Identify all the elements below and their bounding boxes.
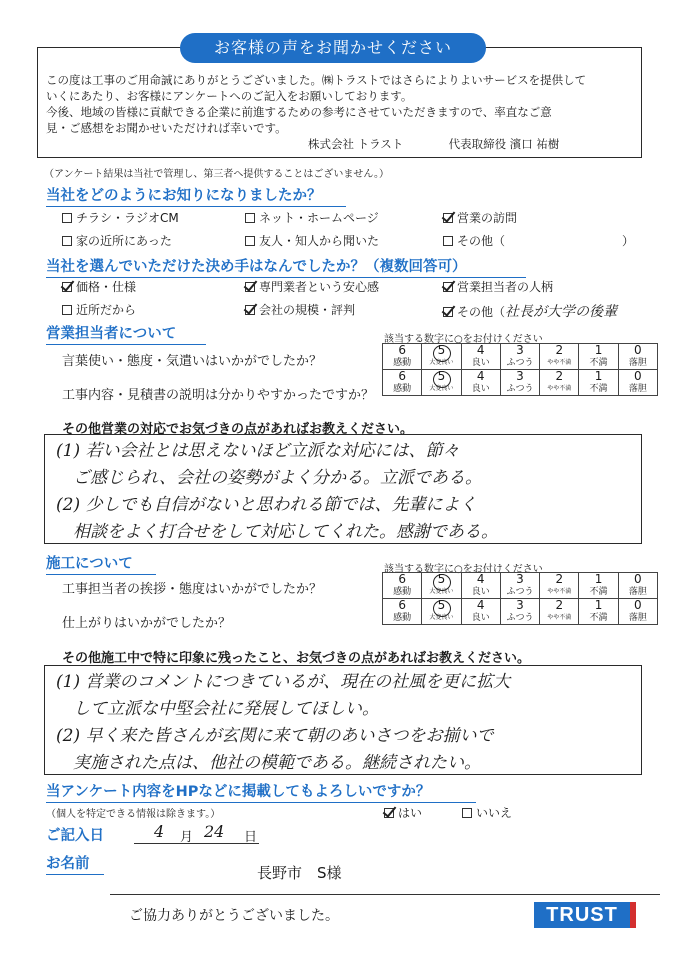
checkbox-checked[interactable]	[62, 282, 72, 292]
sales-q2: 工事内容・見積書の説明は分かりやすかったですか？	[62, 388, 375, 403]
rating-3[interactable]: 3 ふつう	[500, 370, 539, 396]
rating-6[interactable]: 6 感動	[383, 370, 422, 396]
q1-option-website[interactable]: ネット・ホームページ	[245, 209, 379, 226]
q2-option-specialist[interactable]: 専門業者という安心感	[245, 278, 379, 295]
publish-yes-option[interactable]: はい	[384, 804, 422, 821]
intro-text: この度は工事のご用命誠にありがとうございました。㈱トラストではさらによりよいサービスを提供して いくにあたり、お客様にアンケートへのご記入をお願いしております。 今後、地域の皆様に貢献できる企業に前進するための参考にさせていただきますので、率直なご意 見・ご感想をお聞かせいただければ幸いです。	[46, 73, 587, 135]
q1-question: 当社をどのようにお知りになりましたか？	[46, 184, 346, 207]
rating-2[interactable]: 2 やや不満	[540, 344, 579, 370]
checkbox-checked[interactable]	[245, 305, 255, 315]
checkbox[interactable]	[62, 236, 72, 246]
rating-5-circled[interactable]: 5 大変良い	[422, 599, 461, 625]
rating-1[interactable]: 1 不満	[579, 370, 618, 396]
rating-3[interactable]: 3 ふつう	[500, 599, 539, 625]
rating-5-circled[interactable]: 5 大変良い	[422, 573, 461, 599]
ceo-name: 代表取締役 濱口 祐樹	[448, 137, 560, 151]
name-label: お名前	[46, 852, 104, 875]
rating-2[interactable]: 2 やや不満	[540, 599, 579, 625]
rating-2[interactable]: 2 やや不満	[540, 370, 579, 396]
rating-6[interactable]: 6 感動	[383, 599, 422, 625]
rating-0[interactable]: 0 落胆	[618, 599, 657, 625]
date-label: ご記入日	[46, 828, 104, 844]
date-field[interactable]	[134, 824, 259, 844]
rating-3[interactable]: 3 ふつう	[500, 573, 539, 599]
date-month: 4	[154, 822, 165, 841]
rating-4[interactable]: 4 良い	[461, 370, 500, 396]
rating-4[interactable]: 4 良い	[461, 573, 500, 599]
q2-option-other[interactable]: その他（社長が大学の後輩	[443, 301, 617, 321]
construction-rating-caption: 該当する数字に○をお付けください	[384, 564, 543, 575]
q1-option-other[interactable]: その他（	[443, 232, 505, 249]
company-name: 株式会社 トラスト	[308, 137, 404, 151]
checkbox[interactable]	[443, 236, 453, 246]
rating-6[interactable]: 6 感動	[383, 344, 422, 370]
rating-4[interactable]: 4 良い	[461, 599, 500, 625]
checkbox-checked[interactable]	[245, 282, 255, 292]
construction-q1: 工事担当者の挨拶・態度はいかがでしたか？	[62, 582, 323, 597]
sales-rating-row-2[interactable]	[383, 370, 658, 396]
sales-other-question: その他営業の対応でお気づきの点があればお教えください。	[62, 422, 414, 437]
q1-option-friend[interactable]: 友人・知人から聞いた	[245, 232, 379, 249]
rating-0[interactable]: 0 落胆	[618, 370, 657, 396]
construction-rating-table	[382, 572, 658, 625]
checkbox-checked[interactable]	[443, 282, 453, 292]
construction-other-question: その他施工中で特に印象に残ったこと、お気づきの点があればお教えください。	[62, 651, 531, 666]
sales-heading: 営業担当者について	[46, 322, 206, 345]
construction-comment: (1) 営業のコメントにつきているが、現在の社風を更に拡大 して立派な中堅会社に発展してほしい。 (2) 早く来た皆さんが玄関に来て朝のあいさつをお揃いで 実施された点は、他社の模範である。継続されたい。	[56, 672, 511, 773]
rating-1[interactable]: 1 不満	[579, 573, 618, 599]
checkbox[interactable]	[245, 236, 255, 246]
publish-no-option[interactable]: いいえ	[462, 804, 512, 821]
sales-rating-table	[382, 343, 658, 396]
q2-question: 当社を選んでいただけた決め手はなんでしたか？（複数回答可）	[46, 255, 526, 278]
rating-5-circled[interactable]: 5 大変良い	[422, 344, 461, 370]
rating-2[interactable]: 2 やや不満	[540, 573, 579, 599]
rating-1[interactable]: 1 不満	[579, 599, 618, 625]
q2-option-salesperson[interactable]: 営業担当者の人柄	[443, 278, 553, 295]
rating-1[interactable]: 1 不満	[579, 344, 618, 370]
publish-question: 当アンケート内容をHPなどに掲載してもよろしいですか？	[46, 780, 476, 803]
month-unit: 月	[180, 830, 194, 845]
name-underline	[110, 894, 660, 895]
q1-option-flyer[interactable]: チラシ・ラジオCM	[62, 209, 179, 226]
rating-3[interactable]: 3 ふつう	[500, 344, 539, 370]
q1-option-sales-visit[interactable]: 営業の訪問	[443, 209, 517, 226]
day-unit: 日	[244, 830, 258, 845]
checkbox[interactable]	[462, 808, 472, 818]
checkbox[interactable]	[245, 213, 255, 223]
q2-option-reputation[interactable]: 会社の規模・評判	[245, 301, 355, 318]
rating-0[interactable]: 0 落胆	[618, 573, 657, 599]
construction-rating-row-2[interactable]	[383, 599, 658, 625]
thanks-message: ご協力ありがとうございました。	[129, 908, 339, 924]
checkbox-checked[interactable]	[443, 307, 453, 317]
customer-name: 長野市 S様	[257, 864, 342, 882]
q1-other-close: ）	[622, 234, 635, 248]
construction-heading: 施工について	[46, 552, 156, 575]
page-title: お客様の声をお聞かせください	[180, 33, 486, 63]
date-day: 24	[204, 822, 225, 841]
checkbox-checked[interactable]	[384, 808, 394, 818]
q2-option-price[interactable]: 価格・仕様	[62, 278, 136, 295]
sales-rating-caption: 該当する数字に○をお付けください	[384, 334, 543, 345]
checkbox[interactable]	[62, 213, 72, 223]
construction-rating-row-1[interactable]	[383, 573, 658, 599]
q2-option-nearby[interactable]: 近所だから	[62, 301, 136, 318]
trust-logo: TRUST	[534, 902, 636, 928]
rating-5-circled[interactable]: 5 大変良い	[422, 370, 461, 396]
privacy-note: （アンケート結果は当社で管理し、第三者へ提供することはございません。）	[44, 169, 389, 180]
sales-q1: 言葉使い・態度・気遣いはいかがでしたか？	[62, 354, 323, 369]
signature-line	[308, 136, 559, 152]
rating-0[interactable]: 0 落胆	[618, 344, 657, 370]
checkbox[interactable]	[62, 305, 72, 315]
rating-6[interactable]: 6 感動	[383, 573, 422, 599]
construction-q2: 仕上がりはいかがでしたか？	[62, 616, 232, 631]
q2-other-answer: 社長が大学の後輩	[505, 304, 618, 320]
publish-note: （個人を特定できる情報は除きます。）	[46, 809, 221, 820]
sales-comment: (1) 若い会社とは思えないほど立派な対応には、節々 ご感じられ、会社の姿勢がよく分かる。立派である。 (2) 少しでも自信がないと思われる節では、先輩によく 相談をよく打合せをして対応してくれた。感謝である。	[56, 441, 498, 542]
q1-option-nearby[interactable]: 家の近所にあった	[62, 232, 172, 249]
sales-rating-row-1[interactable]	[383, 344, 658, 370]
checkbox-checked[interactable]	[443, 213, 453, 223]
rating-4[interactable]: 4 良い	[461, 344, 500, 370]
